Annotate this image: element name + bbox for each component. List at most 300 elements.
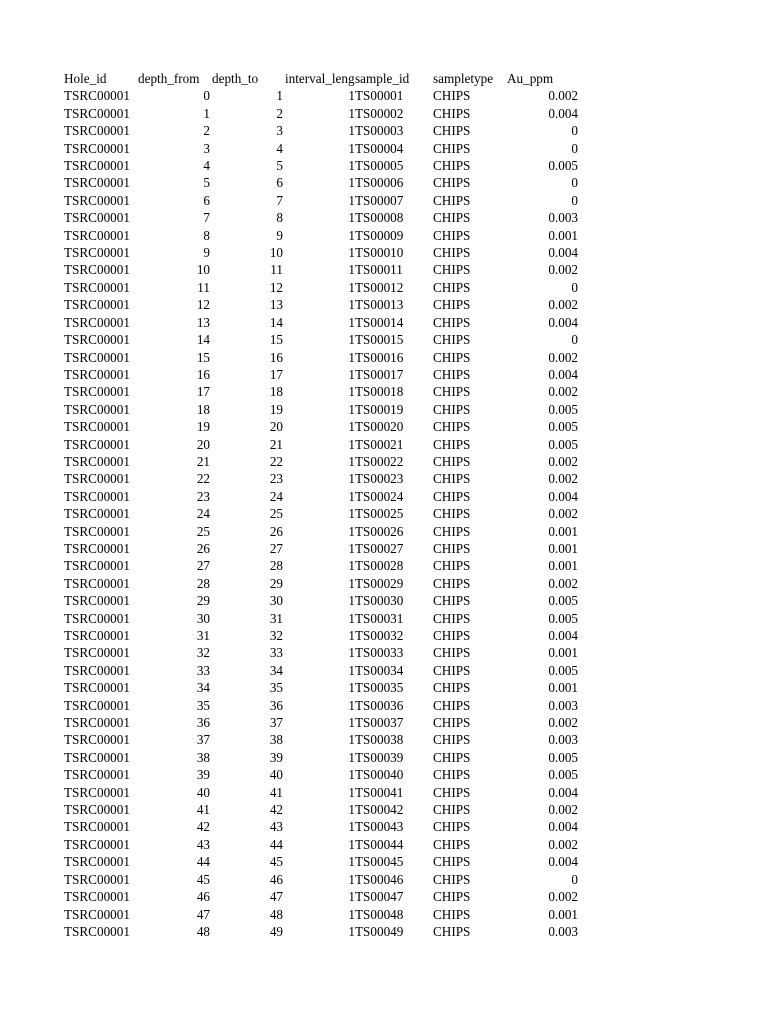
cell-au-ppm: 0 bbox=[571, 871, 578, 887]
cell-sample-id: TS00039 bbox=[355, 749, 404, 765]
cell-au-ppm: 0.002 bbox=[548, 88, 578, 104]
cell-sample-id: TS00049 bbox=[355, 923, 404, 939]
cell-hole-id: TSRC00001 bbox=[64, 889, 130, 905]
cell-depth-from: 5 bbox=[203, 175, 210, 191]
cell-hole-id: TSRC00001 bbox=[64, 558, 130, 574]
header-au-ppm: Au_ppm bbox=[507, 71, 554, 86]
cell-au-ppm: 0.005 bbox=[548, 419, 578, 435]
cell-depth-to: 44 bbox=[269, 836, 283, 852]
cell-sampletype: CHIPS bbox=[433, 628, 471, 643]
cell-au-ppm: 0.005 bbox=[548, 158, 578, 174]
cell-sample-id: TS00044 bbox=[355, 836, 404, 852]
cell-hole-id: TSRC00001 bbox=[64, 506, 130, 522]
cell-sampletype: CHIPS bbox=[433, 366, 471, 382]
cell-hole-id: TSRC00001 bbox=[64, 732, 130, 748]
cell-sample-id: TS00008 bbox=[355, 210, 404, 226]
cell-sample-id: TS00047 bbox=[355, 889, 404, 905]
cell-depth-from: 32 bbox=[196, 645, 210, 661]
cell-sample-id: TS00013 bbox=[355, 297, 404, 313]
header-depth-from: depth_from bbox=[138, 71, 200, 86]
cell-au-ppm: 0.003 bbox=[548, 923, 578, 939]
cell-au-ppm: 0.004 bbox=[548, 245, 578, 261]
cell-hole-id: TSRC00001 bbox=[64, 697, 130, 713]
cell-sampletype: CHIPS bbox=[433, 349, 471, 365]
cell-hole-id: TSRC00001 bbox=[64, 715, 130, 731]
cell-depth-to: 3 bbox=[276, 123, 283, 139]
cell-au-ppm: 0.002 bbox=[548, 836, 578, 852]
cell-hole-id: TSRC00001 bbox=[64, 436, 130, 452]
cell-hole-id: TSRC00001 bbox=[64, 366, 130, 382]
cell-interval-length: 1 bbox=[348, 628, 355, 643]
cell-hole-id: TSRC00001 bbox=[64, 297, 130, 313]
cell-depth-from: 17 bbox=[196, 384, 210, 400]
cell-sample-id: TS00048 bbox=[355, 906, 404, 922]
cell-depth-to: 6 bbox=[276, 175, 283, 191]
cell-sample-id: TS00042 bbox=[355, 802, 404, 818]
cell-au-ppm: 0.002 bbox=[548, 889, 578, 905]
cell-depth-to: 20 bbox=[269, 419, 283, 435]
cell-au-ppm: 0.001 bbox=[548, 680, 578, 696]
cell-hole-id: TSRC00001 bbox=[64, 662, 130, 678]
cell-interval-length: 1 bbox=[348, 192, 355, 208]
cell-depth-to: 18 bbox=[269, 384, 283, 400]
cell-sample-id: TS00037 bbox=[355, 715, 404, 731]
cell-depth-from: 35 bbox=[196, 697, 210, 713]
cell-interval-length: 1 bbox=[348, 453, 355, 469]
cell-depth-to: 1 bbox=[276, 88, 283, 104]
cell-hole-id: TSRC00001 bbox=[64, 105, 130, 121]
cell-interval-length: 1 bbox=[348, 732, 355, 748]
cell-hole-id: TSRC00001 bbox=[64, 192, 130, 208]
cell-sample-id: TS00012 bbox=[355, 279, 404, 295]
cell-sample-id: TS00038 bbox=[355, 732, 404, 748]
cell-sample-id: TS00046 bbox=[355, 871, 404, 887]
cell-depth-from: 31 bbox=[196, 628, 210, 643]
cell-au-ppm: 0.004 bbox=[548, 854, 578, 870]
cell-interval-length: 1 bbox=[348, 384, 355, 400]
cell-au-ppm: 0.002 bbox=[548, 506, 578, 522]
cell-au-ppm: 0.005 bbox=[548, 593, 578, 609]
cell-depth-to: 17 bbox=[269, 366, 283, 382]
cell-depth-to: 22 bbox=[269, 453, 283, 469]
cell-sampletype: CHIPS bbox=[433, 506, 471, 522]
cell-interval-length: 1 bbox=[348, 297, 355, 313]
cell-sample-id: TS00018 bbox=[355, 384, 404, 400]
cell-depth-to: 31 bbox=[269, 610, 283, 626]
cell-sample-id: TS00041 bbox=[355, 784, 404, 800]
cell-interval-length: 1 bbox=[348, 610, 355, 626]
cell-au-ppm: 0.002 bbox=[548, 802, 578, 818]
cell-au-ppm: 0 bbox=[571, 175, 578, 191]
cell-depth-to: 41 bbox=[269, 784, 283, 800]
cell-hole-id: TSRC00001 bbox=[64, 384, 130, 400]
cell-sampletype: CHIPS bbox=[433, 889, 471, 905]
cell-depth-to: 23 bbox=[269, 471, 283, 487]
cell-depth-from: 18 bbox=[196, 401, 210, 417]
cell-sampletype: CHIPS bbox=[433, 436, 471, 452]
cell-sampletype: CHIPS bbox=[433, 645, 471, 661]
cell-sample-id: TS00034 bbox=[355, 662, 404, 678]
cell-interval-length: 1 bbox=[348, 767, 355, 783]
cell-depth-to: 11 bbox=[270, 262, 283, 278]
cell-depth-from: 34 bbox=[196, 680, 210, 696]
header-depth-to: depth_to bbox=[212, 71, 259, 86]
cell-depth-to: 15 bbox=[269, 332, 283, 348]
cell-au-ppm: 0 bbox=[571, 140, 578, 156]
cell-depth-from: 24 bbox=[196, 506, 210, 522]
cell-hole-id: TSRC00001 bbox=[64, 279, 130, 295]
cell-interval-length: 1 bbox=[348, 854, 355, 870]
cell-sample-id: TS00023 bbox=[355, 471, 404, 487]
cell-interval-length: 1 bbox=[348, 575, 355, 591]
cell-depth-to: 19 bbox=[269, 401, 283, 417]
cell-sample-id: TS00010 bbox=[355, 245, 404, 261]
cell-depth-to: 34 bbox=[269, 662, 283, 678]
cell-hole-id: TSRC00001 bbox=[64, 419, 130, 435]
cell-sample-id: TS00043 bbox=[355, 819, 404, 835]
cell-sampletype: CHIPS bbox=[433, 419, 471, 435]
cell-sampletype: CHIPS bbox=[433, 610, 471, 626]
cell-depth-to: 46 bbox=[269, 871, 283, 887]
cell-depth-from: 7 bbox=[203, 210, 210, 226]
cell-depth-from: 45 bbox=[196, 871, 210, 887]
cell-depth-from: 33 bbox=[196, 662, 210, 678]
cell-hole-id: TSRC00001 bbox=[64, 140, 130, 156]
cell-sample-id: TS00007 bbox=[355, 192, 404, 208]
cell-hole-id: TSRC00001 bbox=[64, 540, 130, 556]
cell-interval-length: 1 bbox=[348, 715, 355, 731]
cell-sampletype: CHIPS bbox=[433, 488, 471, 504]
cell-hole-id: TSRC00001 bbox=[64, 628, 130, 643]
cell-sample-id: TS00004 bbox=[355, 140, 404, 156]
cell-depth-from: 1 bbox=[203, 105, 210, 121]
cell-depth-from: 29 bbox=[196, 593, 210, 609]
cell-sample-id: TS00016 bbox=[355, 349, 404, 365]
cell-hole-id: TSRC00001 bbox=[64, 471, 130, 487]
cell-interval-length: 1 bbox=[348, 332, 355, 348]
cell-sampletype: CHIPS bbox=[433, 697, 471, 713]
cell-sample-id: TS00040 bbox=[355, 767, 404, 783]
cell-sample-id: TS00030 bbox=[355, 593, 404, 609]
cell-depth-from: 2 bbox=[203, 123, 210, 139]
cell-hole-id: TSRC00001 bbox=[64, 923, 130, 939]
cell-depth-to: 27 bbox=[269, 540, 283, 556]
cell-sample-id: TS00026 bbox=[355, 523, 404, 539]
cell-depth-from: 39 bbox=[196, 767, 210, 783]
cell-hole-id: TSRC00001 bbox=[64, 262, 130, 278]
cell-sampletype: CHIPS bbox=[433, 262, 471, 278]
cell-sampletype: CHIPS bbox=[433, 192, 471, 208]
cell-hole-id: TSRC00001 bbox=[64, 819, 130, 835]
cell-depth-from: 23 bbox=[196, 488, 210, 504]
cell-interval-length: 1 bbox=[348, 593, 355, 609]
cell-sampletype: CHIPS bbox=[433, 88, 471, 104]
cell-sample-id: TS00020 bbox=[355, 419, 404, 435]
cell-depth-to: 7 bbox=[276, 192, 283, 208]
cell-depth-from: 12 bbox=[196, 297, 210, 313]
cell-interval-length: 1 bbox=[348, 88, 355, 104]
cell-interval-length: 1 bbox=[348, 210, 355, 226]
cell-depth-from: 42 bbox=[196, 819, 210, 835]
cell-sample-id: TS00011 bbox=[355, 262, 403, 278]
cell-hole-id: TSRC00001 bbox=[64, 680, 130, 696]
cell-au-ppm: 0.002 bbox=[548, 262, 578, 278]
cell-interval-length: 1 bbox=[348, 279, 355, 295]
cell-sample-id: TS00027 bbox=[355, 540, 404, 556]
cell-au-ppm: 0.001 bbox=[548, 227, 578, 243]
cell-sampletype: CHIPS bbox=[433, 575, 471, 591]
cell-depth-from: 26 bbox=[196, 540, 210, 556]
cell-hole-id: TSRC00001 bbox=[64, 523, 130, 539]
cell-au-ppm: 0.002 bbox=[548, 453, 578, 469]
cell-sample-id: TS00021 bbox=[355, 436, 404, 452]
cell-depth-from: 4 bbox=[203, 158, 210, 174]
cell-sample-id: TS00033 bbox=[355, 645, 404, 661]
cell-au-ppm: 0.004 bbox=[548, 488, 578, 504]
cell-hole-id: TSRC00001 bbox=[64, 836, 130, 852]
cell-au-ppm: 0.002 bbox=[548, 349, 578, 365]
cell-sample-id: TS00001 bbox=[355, 88, 404, 104]
cell-interval-length: 1 bbox=[348, 488, 355, 504]
cell-interval-length: 1 bbox=[348, 680, 355, 696]
cell-sample-id: TS00006 bbox=[355, 175, 404, 191]
cell-sampletype: CHIPS bbox=[433, 523, 471, 539]
cell-depth-from: 46 bbox=[196, 889, 210, 905]
cell-sampletype: CHIPS bbox=[433, 227, 471, 243]
cell-au-ppm: 0 bbox=[571, 279, 578, 295]
cell-hole-id: TSRC00001 bbox=[64, 123, 130, 139]
cell-au-ppm: 0.001 bbox=[548, 540, 578, 556]
cell-depth-from: 19 bbox=[196, 419, 210, 435]
cell-sample-id: TS00036 bbox=[355, 697, 404, 713]
cell-hole-id: TSRC00001 bbox=[64, 802, 130, 818]
cell-depth-to: 49 bbox=[269, 923, 283, 939]
cell-interval-length: 1 bbox=[348, 506, 355, 522]
cell-au-ppm: 0.001 bbox=[548, 558, 578, 574]
cell-sampletype: CHIPS bbox=[433, 332, 471, 348]
cell-sampletype: CHIPS bbox=[433, 906, 471, 922]
cell-sampletype: CHIPS bbox=[433, 210, 471, 226]
cell-hole-id: TSRC00001 bbox=[64, 610, 130, 626]
cell-sampletype: CHIPS bbox=[433, 923, 471, 939]
cell-sample-id: TS00005 bbox=[355, 158, 404, 174]
cell-sample-id: TS00003 bbox=[355, 123, 404, 139]
cell-interval-length: 1 bbox=[348, 471, 355, 487]
header-sample-id: sample_id bbox=[355, 71, 410, 86]
cell-interval-length: 1 bbox=[348, 401, 355, 417]
cell-depth-to: 38 bbox=[269, 732, 283, 748]
cell-depth-to: 43 bbox=[269, 819, 283, 835]
cell-depth-to: 45 bbox=[269, 854, 283, 870]
cell-hole-id: TSRC00001 bbox=[64, 88, 130, 104]
cell-depth-to: 37 bbox=[269, 715, 283, 731]
cell-hole-id: TSRC00001 bbox=[64, 210, 130, 226]
cell-interval-length: 1 bbox=[348, 349, 355, 365]
cell-depth-from: 21 bbox=[196, 453, 210, 469]
cell-sampletype: CHIPS bbox=[433, 732, 471, 748]
cell-depth-to: 28 bbox=[269, 558, 283, 574]
cell-au-ppm: 0.002 bbox=[548, 575, 578, 591]
cell-hole-id: TSRC00001 bbox=[64, 314, 130, 330]
cell-interval-length: 1 bbox=[348, 366, 355, 382]
cell-au-ppm: 0.005 bbox=[548, 749, 578, 765]
cell-au-ppm: 0.002 bbox=[548, 297, 578, 313]
cell-au-ppm: 0.005 bbox=[548, 767, 578, 783]
cell-depth-to: 21 bbox=[269, 436, 283, 452]
cell-depth-to: 12 bbox=[269, 279, 283, 295]
cell-interval-length: 1 bbox=[348, 889, 355, 905]
cell-depth-from: 44 bbox=[196, 854, 210, 870]
cell-depth-to: 25 bbox=[269, 506, 283, 522]
cell-sample-id: TS00025 bbox=[355, 506, 404, 522]
cell-sampletype: CHIPS bbox=[433, 123, 471, 139]
cell-sampletype: CHIPS bbox=[433, 158, 471, 174]
cell-au-ppm: 0.001 bbox=[548, 645, 578, 661]
cell-depth-from: 27 bbox=[196, 558, 210, 574]
cell-hole-id: TSRC00001 bbox=[64, 784, 130, 800]
cell-hole-id: TSRC00001 bbox=[64, 767, 130, 783]
cell-sample-id: TS00024 bbox=[355, 488, 404, 504]
cell-interval-length: 1 bbox=[348, 906, 355, 922]
cell-au-ppm: 0.002 bbox=[548, 471, 578, 487]
cell-depth-from: 13 bbox=[196, 314, 210, 330]
cell-depth-to: 36 bbox=[269, 697, 283, 713]
cell-hole-id: TSRC00001 bbox=[64, 645, 130, 661]
cell-interval-length: 1 bbox=[348, 140, 355, 156]
cell-sample-id: TS00017 bbox=[355, 366, 404, 382]
cell-depth-to: 40 bbox=[269, 767, 283, 783]
cell-interval-length: 1 bbox=[348, 645, 355, 661]
cell-au-ppm: 0.005 bbox=[548, 610, 578, 626]
cell-au-ppm: 0.002 bbox=[548, 715, 578, 731]
cell-au-ppm: 0.004 bbox=[548, 314, 578, 330]
cell-interval-length: 1 bbox=[348, 523, 355, 539]
cell-sample-id: TS00045 bbox=[355, 854, 404, 870]
cell-interval-length: 1 bbox=[348, 802, 355, 818]
cell-au-ppm: 0.003 bbox=[548, 732, 578, 748]
cell-au-ppm: 0.004 bbox=[548, 105, 578, 121]
cell-interval-length: 1 bbox=[348, 540, 355, 556]
cell-depth-from: 14 bbox=[196, 332, 210, 348]
cell-sampletype: CHIPS bbox=[433, 175, 471, 191]
cell-interval-length: 1 bbox=[348, 697, 355, 713]
cell-au-ppm: 0.001 bbox=[548, 523, 578, 539]
cell-sample-id: TS00014 bbox=[355, 314, 404, 330]
cell-hole-id: TSRC00001 bbox=[64, 749, 130, 765]
cell-hole-id: TSRC00001 bbox=[64, 158, 130, 174]
cell-depth-from: 25 bbox=[196, 523, 210, 539]
cell-sampletype: CHIPS bbox=[433, 453, 471, 469]
cell-depth-from: 16 bbox=[196, 366, 210, 382]
cell-hole-id: TSRC00001 bbox=[64, 401, 130, 417]
cell-hole-id: TSRC00001 bbox=[64, 575, 130, 591]
cell-interval-length: 1 bbox=[348, 784, 355, 800]
cell-depth-from: 38 bbox=[196, 749, 210, 765]
cell-interval-length: 1 bbox=[348, 262, 355, 278]
cell-sampletype: CHIPS bbox=[433, 802, 471, 818]
cell-hole-id: TSRC00001 bbox=[64, 332, 130, 348]
cell-sampletype: CHIPS bbox=[433, 297, 471, 313]
cell-depth-to: 2 bbox=[276, 105, 283, 121]
cell-hole-id: TSRC00001 bbox=[64, 906, 130, 922]
cell-interval-length: 1 bbox=[348, 662, 355, 678]
cell-depth-from: 15 bbox=[196, 349, 210, 365]
cell-depth-to: 24 bbox=[269, 488, 283, 504]
cell-sampletype: CHIPS bbox=[433, 784, 471, 800]
cell-depth-to: 13 bbox=[269, 297, 283, 313]
cell-interval-length: 1 bbox=[348, 175, 355, 191]
cell-hole-id: TSRC00001 bbox=[64, 349, 130, 365]
cell-sampletype: CHIPS bbox=[433, 767, 471, 783]
cell-depth-to: 26 bbox=[269, 523, 283, 539]
cell-au-ppm: 0.004 bbox=[548, 819, 578, 835]
cell-depth-from: 9 bbox=[203, 245, 210, 261]
cell-sampletype: CHIPS bbox=[433, 384, 471, 400]
cell-depth-to: 39 bbox=[269, 749, 283, 765]
cell-sampletype: CHIPS bbox=[433, 245, 471, 261]
cell-sampletype: CHIPS bbox=[433, 819, 471, 835]
cell-interval-length: 1 bbox=[348, 314, 355, 330]
cell-sampletype: CHIPS bbox=[433, 279, 471, 295]
cell-interval-length: 1 bbox=[348, 419, 355, 435]
cell-sampletype: CHIPS bbox=[433, 105, 471, 121]
cell-depth-to: 29 bbox=[269, 575, 283, 591]
header-sampletype: sampletype bbox=[433, 71, 494, 86]
cell-depth-to: 35 bbox=[269, 680, 283, 696]
cell-au-ppm: 0.004 bbox=[548, 784, 578, 800]
cell-au-ppm: 0.005 bbox=[548, 436, 578, 452]
cell-depth-from: 22 bbox=[196, 471, 210, 487]
cell-interval-length: 1 bbox=[348, 819, 355, 835]
cell-au-ppm: 0.001 bbox=[548, 906, 578, 922]
cell-depth-to: 33 bbox=[269, 645, 283, 661]
cell-depth-from: 20 bbox=[196, 436, 210, 452]
cell-depth-from: 11 bbox=[197, 279, 210, 295]
cell-au-ppm: 0 bbox=[571, 192, 578, 208]
cell-sample-id: TS00031 bbox=[355, 610, 404, 626]
cell-depth-from: 43 bbox=[196, 836, 210, 852]
cell-depth-from: 10 bbox=[196, 262, 210, 278]
cell-sample-id: TS00028 bbox=[355, 558, 404, 574]
cell-hole-id: TSRC00001 bbox=[64, 488, 130, 504]
cell-depth-from: 3 bbox=[203, 140, 210, 156]
cell-sampletype: CHIPS bbox=[433, 401, 471, 417]
cell-depth-to: 8 bbox=[276, 210, 283, 226]
cell-depth-from: 0 bbox=[203, 88, 210, 104]
cell-hole-id: TSRC00001 bbox=[64, 453, 130, 469]
cell-depth-from: 37 bbox=[196, 732, 210, 748]
cell-interval-length: 1 bbox=[348, 105, 355, 121]
cell-au-ppm: 0.005 bbox=[548, 662, 578, 678]
cell-interval-length: 1 bbox=[348, 749, 355, 765]
cell-au-ppm: 0 bbox=[571, 123, 578, 139]
cell-depth-to: 16 bbox=[269, 349, 283, 365]
cell-sampletype: CHIPS bbox=[433, 871, 471, 887]
cell-interval-length: 1 bbox=[348, 123, 355, 139]
cell-depth-to: 30 bbox=[269, 593, 283, 609]
cell-sampletype: CHIPS bbox=[433, 314, 471, 330]
cell-sampletype: CHIPS bbox=[433, 540, 471, 556]
cell-hole-id: TSRC00001 bbox=[64, 871, 130, 887]
cell-depth-from: 41 bbox=[196, 802, 210, 818]
cell-au-ppm: 0 bbox=[571, 332, 578, 348]
cell-au-ppm: 0.004 bbox=[548, 366, 578, 382]
cell-depth-to: 5 bbox=[276, 158, 283, 174]
cell-sample-id: TS00032 bbox=[355, 628, 404, 643]
cell-au-ppm: 0.003 bbox=[548, 697, 578, 713]
cell-depth-to: 10 bbox=[269, 245, 283, 261]
cell-depth-from: 36 bbox=[196, 715, 210, 731]
